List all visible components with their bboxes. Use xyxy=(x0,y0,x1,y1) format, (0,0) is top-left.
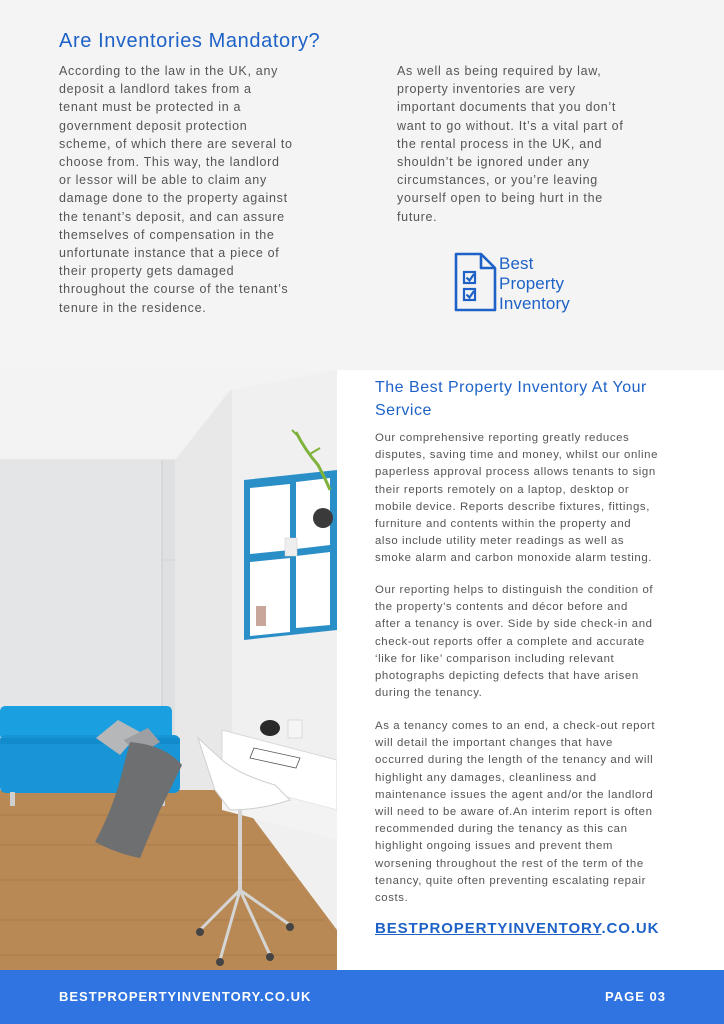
text-line: As well as being required by law, xyxy=(397,64,602,78)
text-line: damage done to the property against xyxy=(59,191,288,206)
paragraph xyxy=(375,718,701,907)
text-line: occurred during the length of the tenancy and will xyxy=(375,754,654,767)
logo-line: Best xyxy=(499,254,534,273)
page-number: PAGE 03 xyxy=(605,989,666,1004)
text-line: maintenance issues the agent and/or the landlord xyxy=(375,788,654,801)
paragraph xyxy=(375,430,701,568)
bedroom-photo-illustration xyxy=(0,370,337,970)
text-line: tenure in the residence. xyxy=(59,300,207,315)
text-line: Our reporting helps to distinguish the condition of xyxy=(375,584,654,596)
website-link[interactable] xyxy=(375,920,659,937)
text-line: paperless approval process allows tenants to sign xyxy=(375,466,656,479)
text-line: yourself open to being hurt in the xyxy=(397,191,603,206)
text-line: will need to be aware of.An interim report is often xyxy=(375,806,653,819)
text-line: As a tenancy comes to an end, a check-out report xyxy=(375,720,656,732)
right-paragraph xyxy=(397,62,669,226)
text-line: throughout the course of the tenant’s xyxy=(59,282,289,297)
logo-wordmark xyxy=(499,254,570,314)
text-line: their property gets damaged xyxy=(59,264,235,279)
section-heading: Are Inventories Mandatory? xyxy=(59,30,321,52)
text-line: the property’s contents and décor before and xyxy=(375,601,628,614)
text-line: their reports remotely on a laptop, desktop or xyxy=(375,483,630,496)
text-line: after a tenancy is over. Side by side check-in and xyxy=(375,618,653,631)
text-line: also include utility meter readings as well as xyxy=(375,535,625,548)
text-line: costs. xyxy=(375,892,409,905)
text-line: future. xyxy=(397,209,438,224)
text-line: will detail the important changes that have xyxy=(375,737,613,750)
text-line: or lessor will be able to claim any xyxy=(59,173,267,188)
text-line: the rental process in the UK, and xyxy=(397,136,603,151)
text-line: photographs depicting defects that have arisen xyxy=(375,670,639,683)
checklist-document-icon xyxy=(453,251,499,313)
service-panel xyxy=(337,370,724,970)
text-line: worsening throughout the rest of the term of the xyxy=(375,857,644,870)
paragraph xyxy=(375,582,701,702)
text-line: the tenant’s deposit, and can assure xyxy=(59,209,285,224)
text-line: disputes, saving time and money, whilst our online xyxy=(375,449,659,462)
text-line: deposit a landlord takes from a xyxy=(59,82,252,97)
text-line: themselves of compensation in the xyxy=(59,227,275,242)
website-link-main[interactable]: BESTPROPERTYINVENTORY xyxy=(375,920,602,937)
text-line: unfortunate instance that a piece of xyxy=(59,246,280,261)
heading-line: The Best Property Inventory At Your xyxy=(375,379,647,396)
text-line: mobile device. Reports describe fixtures, fittings, xyxy=(375,500,650,513)
footer-website: BESTPROPERTYINVENTORY.CO.UK xyxy=(59,989,312,1004)
section-heading xyxy=(375,376,705,422)
text-line: property inventories are very xyxy=(397,82,576,97)
text-line: tenant must be protected in a xyxy=(59,100,242,115)
top-section xyxy=(0,0,724,370)
company-logo xyxy=(453,251,603,317)
text-line: Our comprehensive reporting greatly reduces xyxy=(375,432,630,444)
text-line: highlight ongoing issues and prevent them xyxy=(375,840,614,853)
text-line: tenancy, quite often preventing escalating repair xyxy=(375,874,647,887)
text-line: highlight any damages, cleanliness and xyxy=(375,771,597,784)
text-line: choose from. This way, the landlord xyxy=(59,155,280,170)
footer-bar xyxy=(0,970,724,1024)
heading-line: Service xyxy=(375,402,432,419)
left-paragraph xyxy=(59,62,339,317)
text-line: recommended during the tenancy as this can xyxy=(375,823,628,836)
text-line: furniture and contents within the property and xyxy=(375,518,632,531)
text-line: According to the law in the UK, any xyxy=(59,64,279,78)
logo-line: Property xyxy=(499,274,565,293)
interior-photo xyxy=(0,370,337,970)
text-line: important documents that you don’t xyxy=(397,100,617,115)
logo-line: Inventory xyxy=(499,294,570,313)
text-line: want to go without. It’s a vital part of xyxy=(397,118,624,133)
text-line: scheme, of which there are several to xyxy=(59,136,293,151)
text-line: during the tenancy. xyxy=(375,687,483,700)
text-line: circumstances, or you’re leaving xyxy=(397,173,598,188)
website-link-suffix[interactable]: .CO.UK xyxy=(601,920,660,937)
text-line: government deposit protection xyxy=(59,118,248,133)
text-line: check-out reports offer a complete and accurate xyxy=(375,635,645,648)
text-line: ‘like for like’ comparison including relevant xyxy=(375,652,615,665)
text-line: shouldn’t be ignored under any xyxy=(397,155,590,170)
text-line: smoke alarm and carbon monoxide alarm testing. xyxy=(375,552,653,565)
